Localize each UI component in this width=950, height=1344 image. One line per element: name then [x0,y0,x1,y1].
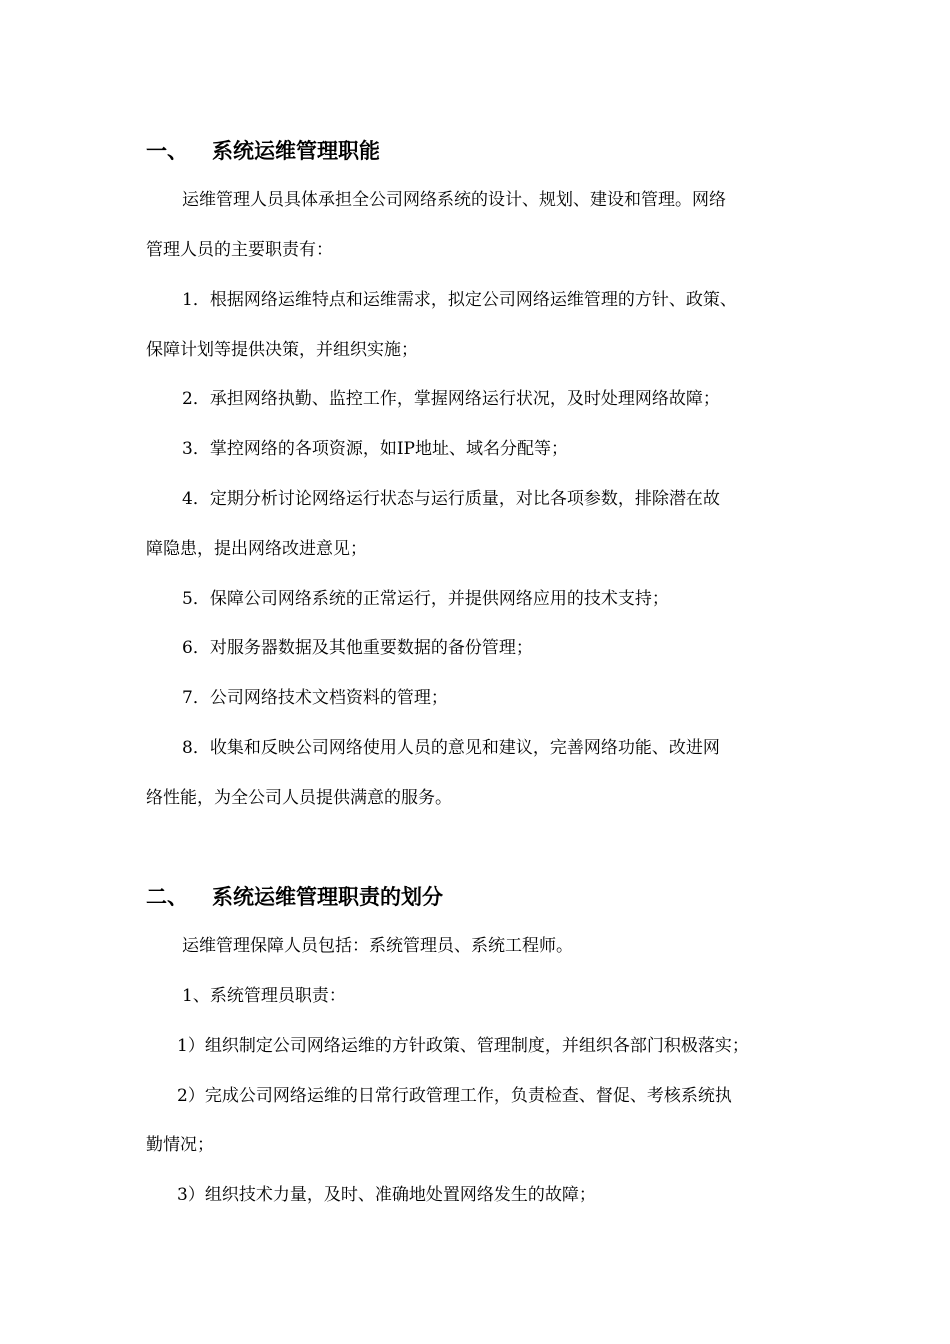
section-1-item-2-line1: 2．承担网络执勤、监控工作，掌握网络运行状况，及时处理网络故障； [182,389,720,409]
section-1-heading [146,136,380,166]
section-2-title: 系统运维管理职责的划分 [212,885,443,909]
section-1-item-8-line1: 8．收集和反映公司网络使用人员的意见和建议，完善网络功能、改进网 [182,738,720,758]
section-2-heading [146,882,443,912]
section-1-item-8-line2: 络性能，为全公司人员提供满意的服务。 [146,788,452,808]
section-1-item-1-line2: 保障计划等提供决策，并组织实施； [146,340,418,360]
section-1-item-1-line1: 1．根据网络运维特点和运维需求，拟定公司网络运维管理的方针、政策、 [182,290,737,310]
section-2-sub-heading: 1、系统管理员职责： [182,986,346,1006]
section-2-item-3-line1: 3）组织技术力量，及时、准确地处置网络发生的故障； [177,1185,596,1205]
section-2-intro: 运维管理保障人员包括：系统管理员、系统工程师。 [182,936,573,956]
section-1-item-6-line1: 6．对服务器数据及其他重要数据的备份管理； [182,638,533,658]
section-1-item-4-line1: 4．定期分析讨论网络运行状态与运行质量，对比各项参数，排除潜在故 [182,489,720,509]
section-2-number: 二、 [146,885,188,909]
section-2-item-2-line1: 2）完成公司网络运维的日常行政管理工作，负责检查、督促、考核系统执 [177,1086,732,1106]
section-1-intro-line1: 运维管理人员具体承担全公司网络系统的设计、规划、建设和管理。网络 [182,190,726,210]
section-1-item-7-line1: 7．公司网络技术文档资料的管理； [182,688,448,708]
section-1-item-4-line2: 障隐患，提出网络改进意见； [146,539,367,559]
section-1-number: 一、 [146,139,188,163]
section-2-item-1-line1: 1）组织制定公司网络运维的方针政策、管理制度，并组织各部门积极落实； [177,1036,749,1056]
section-1-item-5-line1: 5．保障公司网络系统的正常运行，并提供网络应用的技术支持； [182,589,669,609]
section-1-item-3-line1: 3．掌控网络的各项资源，如IP地址、域名分配等； [182,439,568,459]
section-1-intro-line2: 管理人员的主要职责有： [146,240,333,260]
section-1-title: 系统运维管理职能 [212,139,380,163]
section-2-item-2-line2: 勤情况； [146,1135,214,1155]
